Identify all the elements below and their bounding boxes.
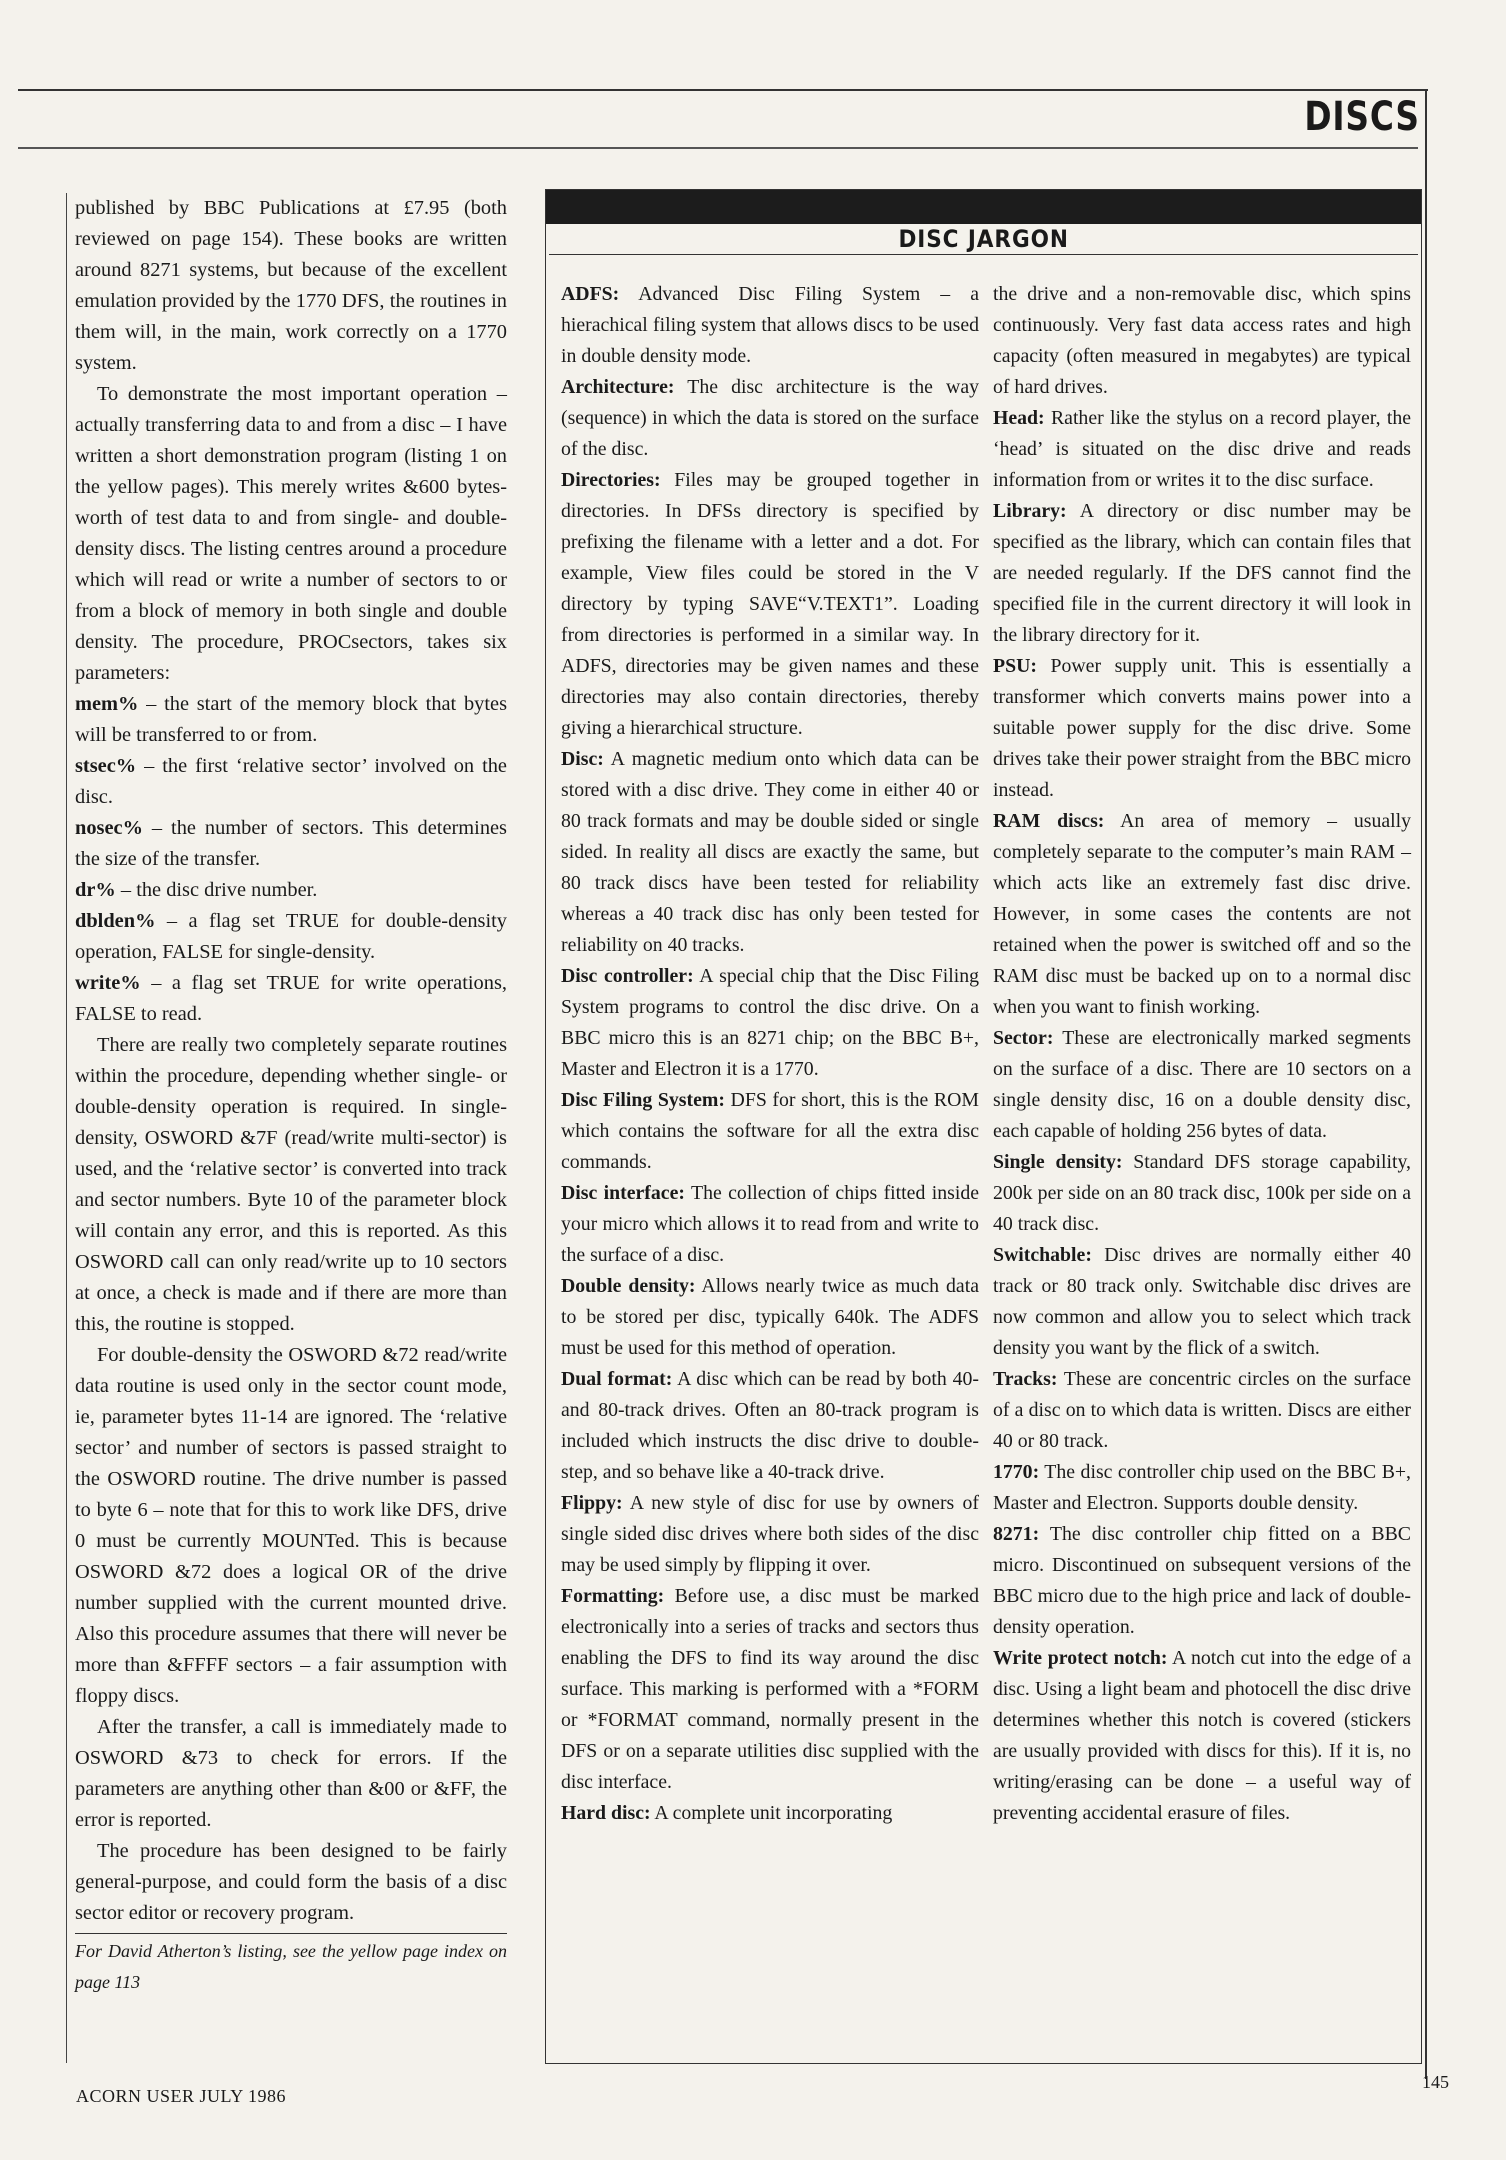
- glossary-definition: A directory or disc number may be specified as the library, which can contain files that are needed regularly. If the DFS cannot find the specified file in the current directory it will look in the library directory for it.: [993, 500, 1411, 646]
- glossary-entry: [993, 806, 1411, 1023]
- glossary-entry: [561, 1271, 979, 1364]
- parameter-name: dr%: [75, 879, 116, 901]
- parameter-desc: – a flag set TRUE for write operations, FALSE to read.: [75, 972, 507, 1025]
- glossary-entry: [993, 496, 1411, 651]
- publication-footer: ACORN USER JULY 1986: [76, 2086, 287, 2106]
- glossary-term: Single density:: [993, 1151, 1123, 1173]
- glossary-term: Tracks:: [993, 1368, 1058, 1390]
- glossary-definition: Rather like the stylus on a record player, the ‘head’ is situated on the disc drive and reads information from or writes it to the disc surface.: [993, 407, 1411, 491]
- glossary-term: Dual format:: [561, 1368, 673, 1390]
- glossary-definition: DFS for short, this is the ROM which contains the software for all the extra disc commands.: [561, 1089, 979, 1173]
- parameter-desc: – the disc drive number.: [115, 879, 318, 901]
- parameter-name: mem%: [75, 693, 139, 715]
- glossary-entry: [561, 1581, 979, 1798]
- glossary-term: Double density:: [561, 1275, 696, 1297]
- right-frame-rule: [1425, 89, 1427, 2079]
- glossary-entry: [993, 651, 1411, 806]
- glossary-entry: [993, 1023, 1411, 1147]
- parameter-item: [75, 968, 507, 1030]
- parameter-item: [75, 875, 507, 906]
- glossary-definition: A special chip that the Disc Filing System programs to control the disc drive. On a BBC micro this is an 8271 chip; on the BBC B+, Master and Electron it is a 1770.: [561, 965, 979, 1080]
- glossary-term: Disc interface:: [561, 1182, 685, 1204]
- parameter-item: [75, 751, 507, 813]
- glossary-entry: [561, 372, 979, 465]
- glossary-term: Hard disc:: [561, 1802, 651, 1824]
- page-number: 145: [1422, 2072, 1449, 2092]
- article-paragraph: After the transfer, a call is immediately made to OSWORD &73 to check for errors. If the parameters are anything other than &00 or &FF, the error is reported.: [75, 1716, 507, 1831]
- glossary-definition: A disc which can be read by both 40- and 80-track drives. Often an 80-track program is included which instructs the disc drive to double-step, and so behave like a 40-track drive.: [561, 1368, 980, 1483]
- article-column: [66, 193, 507, 2063]
- glossary-term: Disc:: [561, 748, 604, 770]
- glossary-entry: [561, 1798, 979, 1829]
- parameter-name: stsec%: [75, 755, 137, 777]
- glossary-definition: Allows nearly twice as much data to be stored per disc, typically 640k. The ADFS must be used for this method of operation.: [561, 1275, 979, 1359]
- glossary-definition: A complete unit incorporating: [650, 1802, 893, 1824]
- glossary-entry: [993, 1364, 1411, 1457]
- glossary-column-1: [561, 279, 979, 1829]
- glossary-definition: Standard DFS storage capability, 200k per side on an 80 track disc, 100k per side on a 40 track disc.: [993, 1151, 1412, 1235]
- glossary-definition: Before use, a disc must be marked electronically into a series of tracks and sectors thus enabling the DFS to find its way around the disc surface. This marking is performed with a *FORM or *FORMAT command, normally present in the DFS or on a separate utilities disc supplied with the disc interface.: [561, 1585, 979, 1793]
- glossary-term: ADFS:: [561, 283, 620, 305]
- glossary-definition: Power supply unit. This is essentially a transformer which converts mains power into a suitable power supply for the disc drive. Some drives take their power straight from the BBC micro instead.: [993, 655, 1411, 801]
- glossary-entry: [561, 1085, 979, 1178]
- header-rule: [18, 147, 1418, 149]
- parameter-name: dblden%: [75, 910, 156, 932]
- section-title: DISCS: [1304, 94, 1420, 140]
- article-paragraph: For double-density the OSWORD &72 read/write data routine is used only in the sector count mode, ie, parameter bytes 11-14 are ignored. The ‘relative sector’ and number of sectors is passed straight to the OSWORD routine. The drive number is passed to byte 6 – note that for this to work like DFS, drive 0 must be currently MOUNTed. This is because OSWORD &72 does a logical OR of the drive number supplied with the current mounted drive. Also this procedure assumes that there will never be more than &FFFF sectors – a fair assumption with floppy discs.: [75, 1344, 507, 1707]
- glossary-entry: [993, 1457, 1411, 1519]
- top-rule: [18, 89, 1428, 91]
- glossary-entry: [561, 961, 979, 1085]
- glossary-term: Disc Filing System:: [561, 1089, 725, 1111]
- glossary-entry: [993, 1240, 1411, 1364]
- glossary-term: 8271:: [993, 1523, 1040, 1545]
- glossary-term: RAM discs:: [993, 810, 1105, 832]
- disc-jargon-box: [545, 189, 1422, 2064]
- box-header-bar: [546, 190, 1421, 224]
- parameter-name: write%: [75, 972, 141, 994]
- parameter-item: [75, 813, 507, 875]
- glossary-entry: [561, 465, 979, 744]
- glossary-definition: The disc controller chip fitted on a BBC micro. Discontinued on subsequent versions of the BBC micro due to the high price and lack of double-density operation.: [993, 1523, 1411, 1638]
- glossary-term: Library:: [993, 500, 1067, 522]
- box-title: [549, 224, 1418, 255]
- glossary-term: Disc controller:: [561, 965, 694, 987]
- parameter-desc: – the number of sectors. This determines the size of the transfer.: [75, 817, 507, 870]
- glossary-definition: Disc drives are normally either 40 track or 80 track only. Switchable disc drives are now common and allow you to select which track density you want by the flick of a switch.: [993, 1244, 1411, 1359]
- glossary-definition: A magnetic medium onto which data can be stored with a disc drive. They come in either 40 or 80 track formats and may be double sided or single sided. In reality all discs are exactly the same, but 80 track discs have been tested for reliability whereas a 40 track disc has only been tested for reliability on 40 tracks.: [561, 748, 979, 956]
- glossary-column-2: [993, 279, 1411, 1829]
- glossary-definition: A new style of disc for use by owners of single sided disc drives where both sides of the disc may be used simply by flipping it over.: [561, 1492, 979, 1576]
- listing-footnote: For David Atherton’s listing, see the yellow page index on page 113: [75, 1933, 507, 1998]
- glossary-entry: [561, 1488, 979, 1581]
- glossary-term: Architecture:: [561, 376, 675, 398]
- glossary-entry: [561, 1178, 979, 1271]
- parameter-item: [75, 906, 507, 968]
- article-paragraph: The procedure has been designed to be fairly general-purpose, and could form the basis of a disc sector editor or recovery program.: [75, 1840, 507, 1924]
- glossary-term: Write protect notch:: [993, 1647, 1168, 1669]
- parameter-desc: – a flag set TRUE for double-density operation, FALSE for single-density.: [75, 910, 507, 963]
- article-paragraph: There are really two completely separate routines within the procedure, depending whether single- or double-density operation is required. In single-density, OSWORD &7F (read/write multi-sector) is used, and the ‘relative sector’ is converted into track and sector numbers. Byte 10 of the parameter block will contain any error, and this is reported. As this OSWORD call can only read/write up to 10 sectors at once, a check is made and if there are more than this, the routine is stopped.: [75, 1034, 507, 1335]
- glossary-definition: The disc architecture is the way (sequence) in which the data is stored on the surface of the disc.: [561, 376, 979, 460]
- glossary-definition: A notch cut into the edge of a disc. Using a light beam and photocell the disc drive determines whether this notch is covered (stickers are usually provided with discs for this). If it is, no writing/erasing can be done – a useful way of preventing accidental erasure of files.: [993, 1647, 1411, 1824]
- glossary-term: Flippy:: [561, 1492, 623, 1514]
- glossary-term: PSU:: [993, 655, 1037, 677]
- glossary-definition: An area of memory – usually completely separate to the computer’s main RAM – which acts like an extremely fast disc drive. However, in some cases the contents are not retained when the power is switched off and so the RAM disc must be backed up on to a normal disc when you want to finish working.: [993, 810, 1411, 1018]
- glossary-entry: [993, 1519, 1411, 1643]
- box-title-text: DISC JARGON: [898, 225, 1069, 253]
- glossary-entry: [561, 1364, 979, 1488]
- glossary-definition: Advanced Disc Filing System – a hierachical filing system that allows discs to be used in double density mode.: [561, 283, 979, 367]
- glossary-definition: Files may be grouped together in directories. In DFSs directory is specified by prefixing the filename with a letter and a dot. For example, View files could be stored in the V directory by typing SAVE“V.TEXT1”. Loading from directories is performed in a similar way. In ADFS, directories may be given names and these directories may also contain directories, thereby giving a hierarchical structure.: [561, 469, 979, 739]
- glossary-entry: [993, 279, 1411, 403]
- glossary-entry: [993, 403, 1411, 496]
- parameter-desc: – the first ‘relative sector’ involved on the disc.: [75, 755, 507, 808]
- glossary-term: Switchable:: [993, 1244, 1092, 1266]
- glossary-definition: These are concentric circles on the surface of a disc on to which data is written. Discs are either 40 or 80 track.: [993, 1368, 1411, 1452]
- glossary-entry: [993, 1147, 1411, 1240]
- glossary-term: Head:: [993, 407, 1045, 429]
- parameter-desc: – the start of the memory block that bytes will be transferred to or from.: [75, 693, 507, 746]
- glossary-term: Formatting:: [561, 1585, 665, 1607]
- article-paragraph: To demonstrate the most important operation – actually transferring data to and from a disc – I have written a short demonstration program (listing 1 on the yellow pages). This merely writes &600 bytes-worth of test data to and from single- and double-density discs. The listing centres around a procedure which will read or write a number of sectors to or from a block of memory in both single and double density. The procedure, PROCsectors, takes six parameters:: [75, 383, 507, 684]
- glossary-entry: [561, 279, 979, 372]
- glossary-definition: The collection of chips fitted inside your micro which allows it to read from and write to the surface of a disc.: [561, 1182, 979, 1266]
- parameter-name: nosec%: [75, 817, 143, 839]
- glossary-term: Directories:: [561, 469, 661, 491]
- glossary-term: 1770:: [993, 1461, 1040, 1483]
- glossary-entry: [993, 1643, 1411, 1829]
- glossary-entry: [561, 744, 979, 961]
- glossary-definition: the drive and a non-removable disc, which spins continuously. Very fast data access rates and high capacity (often measured in megabytes) are typical of hard drives.: [993, 283, 1411, 398]
- parameter-item: [75, 689, 507, 751]
- glossary-definition: These are electronically marked segments on the surface of a disc. There are 10 sectors on a single density disc, 16 on a double density disc, each capable of holding 256 bytes of data.: [993, 1027, 1411, 1142]
- article-paragraph: published by BBC Publications at £7.95 (both reviewed on page 154). These books are written around 8271 systems, but because of the excellent emulation provided by the 1770 DFS, the routines in them will, in the main, work correctly on a 1770 system.: [75, 197, 507, 374]
- glossary-definition: The disc controller chip used on the BBC B+, Master and Electron. Supports double density.: [993, 1461, 1411, 1514]
- glossary-term: Sector:: [993, 1027, 1054, 1049]
